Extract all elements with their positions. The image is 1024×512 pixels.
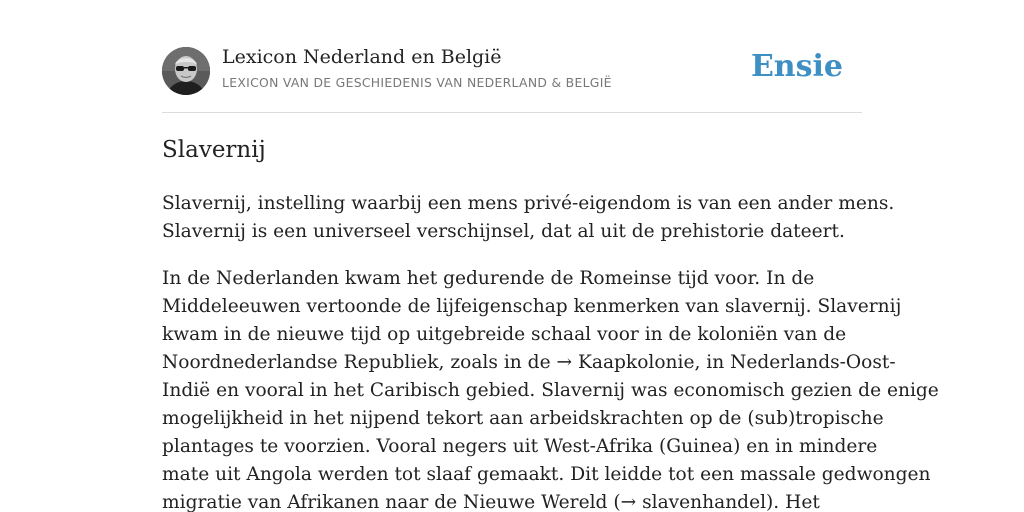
article-body	[162, 190, 939, 512]
article-title: Slavernij	[162, 137, 266, 163]
paragraph	[162, 190, 895, 246]
source-title[interactable]: Lexicon Nederland en België	[222, 46, 502, 68]
text-line-with-link[interactable]: migratie van Afrikanen naar de Nieuwe Wereld (→ slavenhandel). Het	[162, 492, 820, 512]
source-subtitle: LEXICON VAN DE GESCHIEDENIS VAN NEDERLAND & BELGIË	[222, 75, 612, 90]
text-line: Indië en vooral in het Caribisch gebied. Slavernij was economisch gezien de enige	[162, 380, 939, 401]
text-line: Slavernij, instelling waarbij een mens privé-eigendom is van een ander mens.	[162, 193, 895, 214]
text-line: mate uit Angola werden tot slaaf gemaakt. Dit leidde tot een massale gedwongen	[162, 464, 931, 485]
text-line: mogelijkheid in het nijpend tekort aan arbeidskrachten op de (sub)tropische	[162, 408, 884, 429]
text-line: kwam in de nieuwe tijd op uitgebreide schaal voor in de koloniën van de	[162, 324, 847, 345]
person-photo-icon	[162, 47, 210, 95]
text-line: Middeleeuwen vertoonde de lijfeigenschap kenmerken van slavernij. Slavernij	[162, 296, 902, 317]
text-line: plantages te voorzien. Vooral negers uit West-Afrika (Guinea) en in mindere	[162, 436, 878, 457]
paragraph	[162, 265, 939, 512]
content-container	[162, 0, 939, 512]
brand-logo[interactable]: Ensie	[750, 49, 843, 84]
text-line: In de Nederlanden kwam het gedurende de Romeinse tijd voor. In de	[162, 268, 815, 289]
text-line: Slavernij is een universeel verschijnsel, dat al uit de prehistorie dateert.	[162, 221, 845, 242]
avatar[interactable]	[162, 47, 210, 95]
header	[162, 0, 862, 113]
text-line-with-link[interactable]: Noordnederlandse Republiek, zoals in de → Kaapkolonie, in Nederlands-Oost-	[162, 352, 896, 373]
